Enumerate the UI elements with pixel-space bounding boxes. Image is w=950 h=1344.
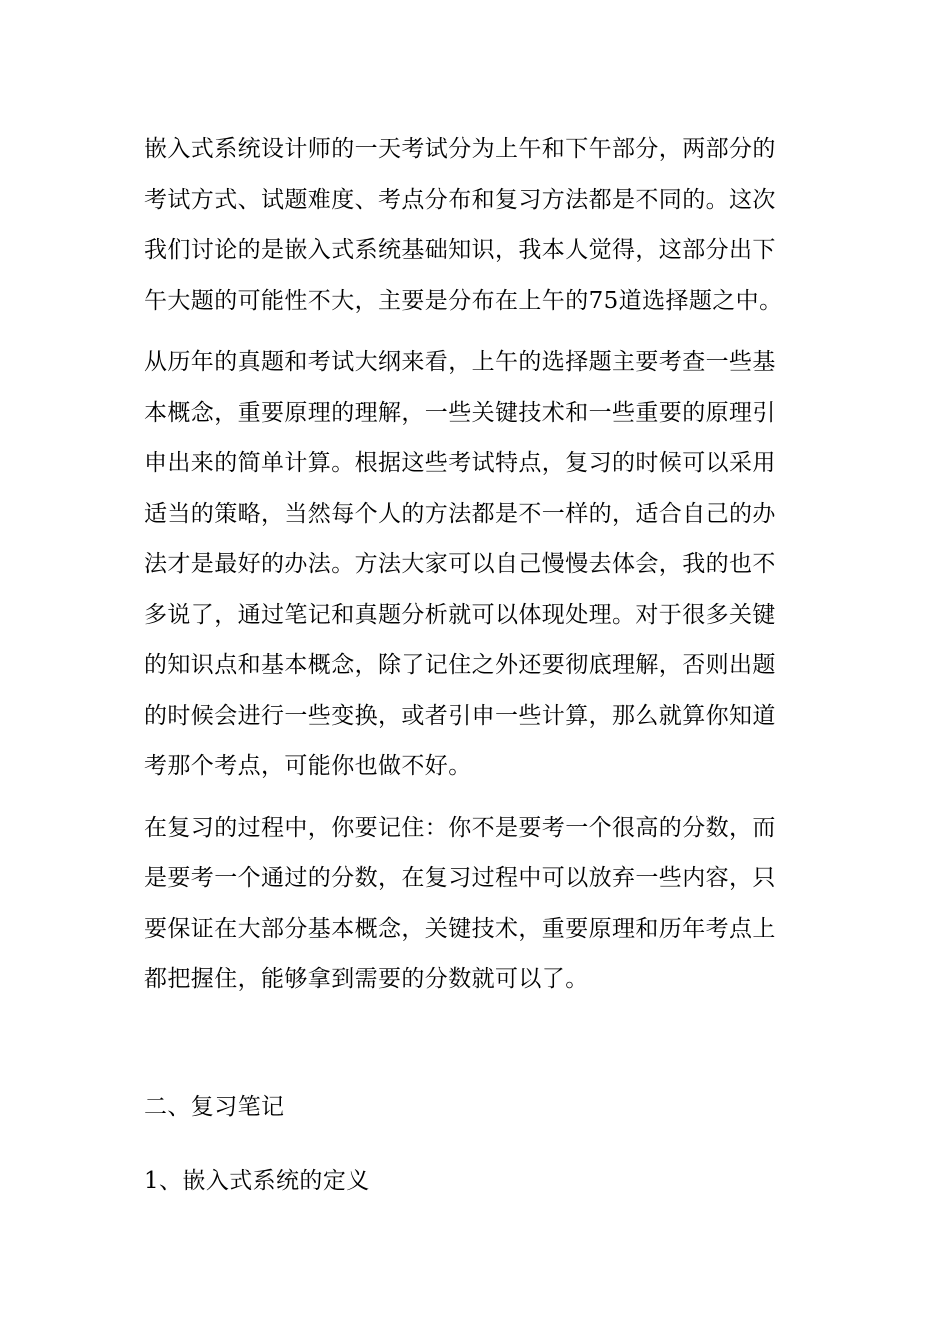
text-line: 法才是最好的办法。方法大家可以自己慢慢去体会，我的也不 [144, 551, 776, 577]
text-line: 考那个考点，可能你也做不好。 [144, 753, 472, 779]
paragraph-review-advice [144, 803, 804, 1005]
text-line: 午大题的可能性不大，主要是分布在上午的75道选择题之中。 [144, 287, 783, 314]
subsection-heading: 1、嵌入式系统的定义 [144, 1168, 370, 1194]
paragraph-exam-overview [144, 124, 804, 326]
paragraph-exam-strategy [144, 337, 804, 792]
text-line: 从历年的真题和考试大纲来看，上午的选择题主要考查一些基 [144, 349, 776, 375]
text-line: 都把握住，能够拿到需要的分数就可以了。 [144, 966, 589, 992]
text-line: 适当的策略，当然每个人的方法都是不一样的，适合自己的办 [144, 500, 776, 527]
text-line: 的时候会进行一些变换，或者引申一些计算，那么就算你知道 [144, 702, 776, 729]
text-line: 本概念，重要原理的理解，一些关键技术和一些重要的原理引 [144, 399, 776, 426]
text-line: 嵌入式系统设计师的一天考试分为上午和下午部分，两部分的 [144, 136, 776, 162]
text-line: 在复习的过程中，你要记住：你不是要考一个很高的分数，而 [144, 814, 776, 841]
text-line: 的知识点和基本概念，除了记住之外还要彻底理解，否则出题 [144, 652, 776, 678]
document-body [144, 124, 804, 1207]
text-line: 多说了，通过笔记和真题分析就可以体现处理。对于很多关键 [144, 601, 776, 628]
text-line: 是要考一个通过的分数，在复习过程中可以放弃一些内容，只 [144, 865, 776, 891]
text-line: 要保证在大部分基本概念，关键技术，重要原理和历年考点上 [144, 915, 776, 942]
text-line: 考试方式、试题难度、考点分布和复习方法都是不同的。这次 [144, 186, 776, 213]
section-heading: 二、复习笔记 [144, 1093, 285, 1120]
text-line: 我们讨论的是嵌入式系统基础知识，我本人觉得，这部分出下 [144, 237, 776, 263]
text-line: 申出来的简单计算。根据这些考试特点，复习的时候可以采用 [144, 450, 776, 476]
